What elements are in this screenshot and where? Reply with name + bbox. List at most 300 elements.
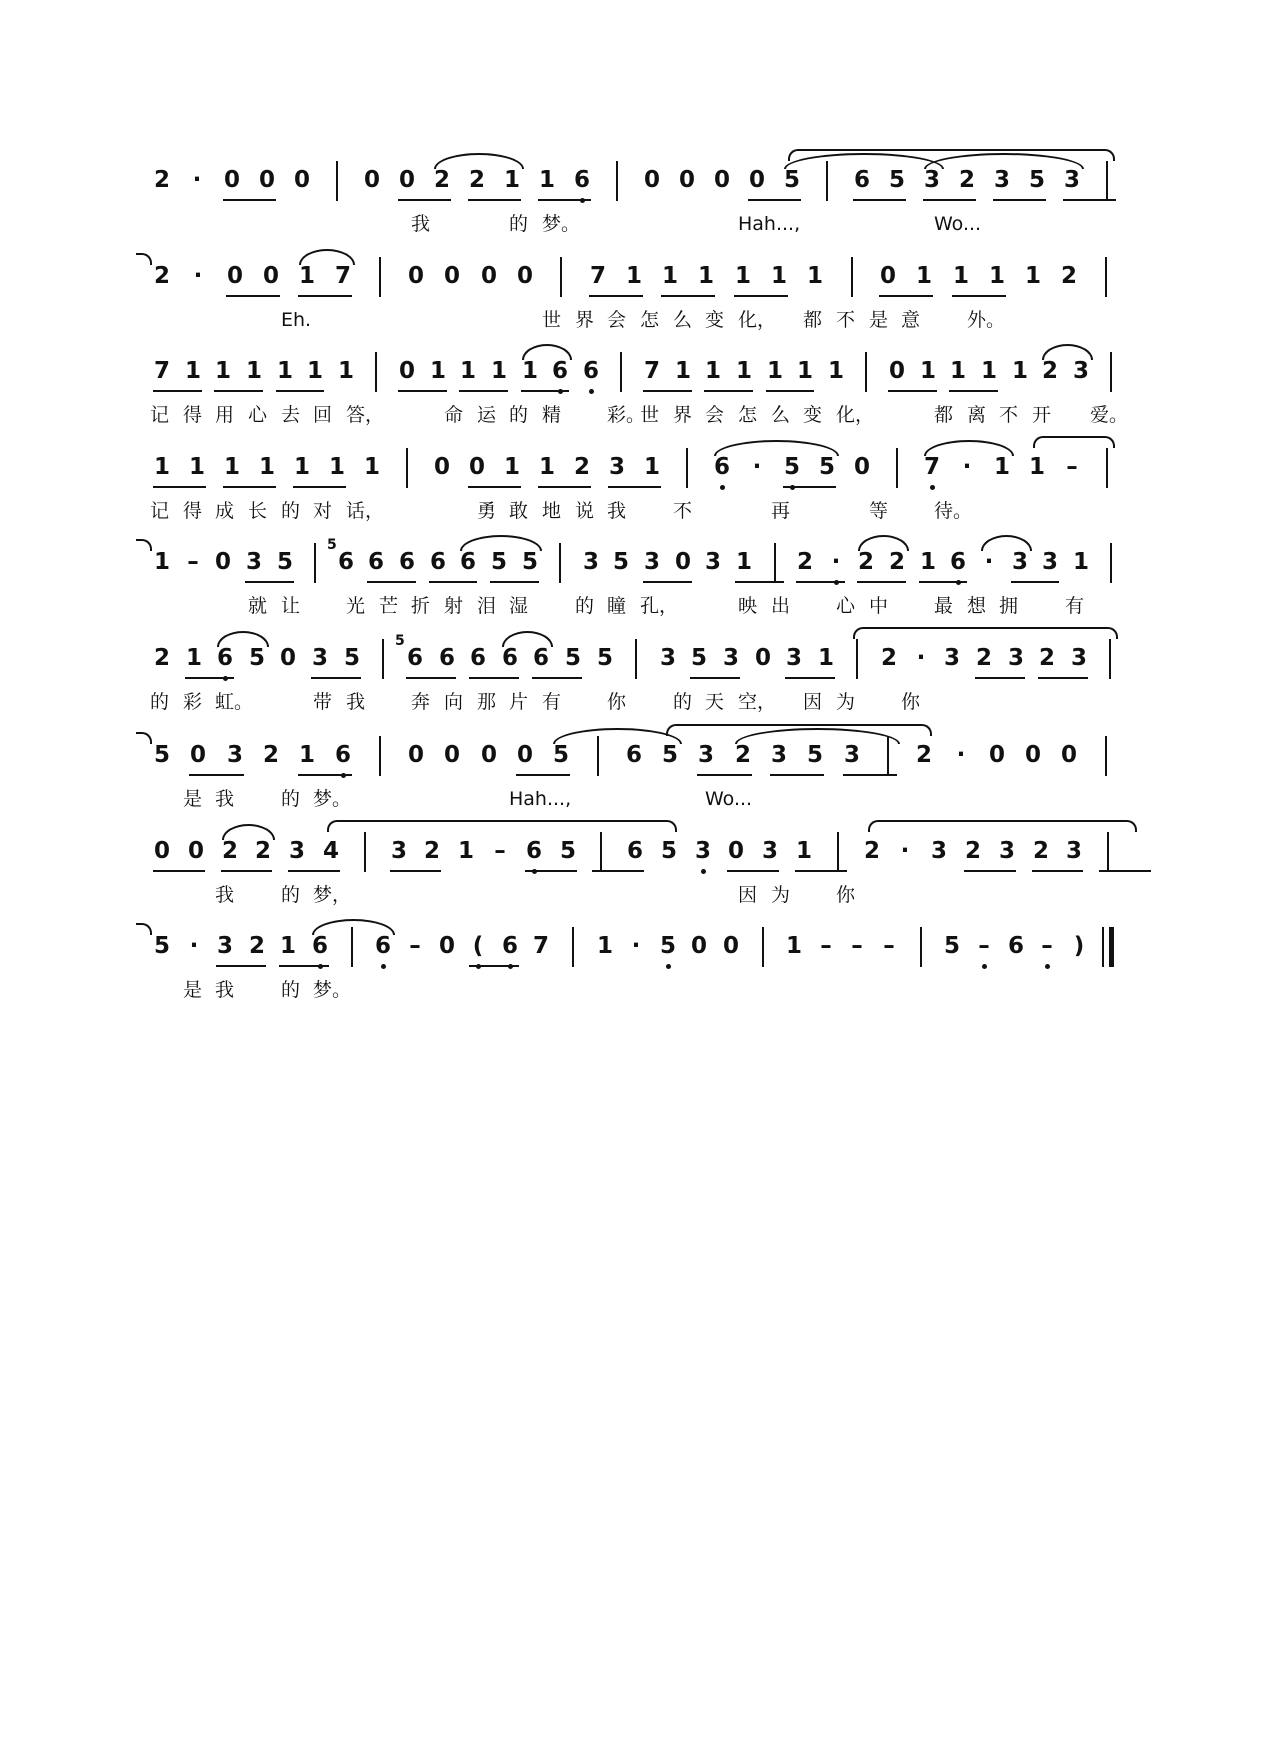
lyric-syllable: 天 — [705, 691, 725, 713]
score-system — [150, 633, 1130, 733]
lyric-syllable: 射 — [444, 595, 464, 617]
beam-underline — [516, 774, 570, 776]
note: 6 — [946, 547, 970, 577]
note: 2 — [975, 645, 992, 671]
beam-underline — [766, 390, 814, 392]
note: 0 — [443, 742, 460, 768]
note: 1 — [306, 358, 323, 384]
barline — [635, 639, 637, 679]
lyric-syllable: 爱。 — [1090, 404, 1129, 426]
lyrics-row — [150, 307, 1130, 337]
note: 1 — [490, 358, 507, 384]
note: 3 — [843, 742, 860, 768]
barline — [762, 927, 764, 967]
note: 1 — [538, 167, 555, 193]
note: 0 — [407, 263, 424, 289]
note: 5 — [888, 167, 905, 193]
lyric-syllable: 对 — [313, 500, 333, 522]
beam-underline — [1063, 199, 1116, 201]
note: 3 — [993, 167, 1010, 193]
note: 2 — [888, 549, 905, 575]
note: 1 — [245, 358, 262, 384]
beam-underline — [783, 486, 836, 488]
note: 1 — [770, 263, 787, 289]
note: 3 — [1011, 549, 1028, 575]
note: 5 — [564, 645, 581, 671]
lyric-syllable: 的 — [575, 595, 595, 617]
beam-underline — [276, 390, 324, 392]
barline — [1105, 257, 1107, 297]
note: 1 — [952, 263, 969, 289]
note: 0 — [438, 933, 455, 959]
note: 3 — [761, 838, 778, 864]
notes-row — [150, 633, 1130, 685]
note: 1 — [293, 454, 310, 480]
lyric-syllable: 光 — [346, 595, 366, 617]
note: 3 — [608, 454, 625, 480]
barline — [406, 448, 408, 488]
note: 1 — [993, 454, 1010, 480]
beam-underline — [748, 199, 801, 201]
beam-underline — [429, 581, 477, 583]
barline — [379, 257, 381, 297]
beam-underline — [538, 486, 591, 488]
note: 1 — [817, 645, 834, 671]
note: 1 — [459, 358, 476, 384]
lyric-syllable: 运 — [477, 404, 497, 426]
lyric-syllable: Eh. — [281, 309, 312, 331]
barline — [314, 543, 316, 583]
lyric-syllable: 离 — [967, 404, 987, 426]
lyric-syllable: 界 — [575, 309, 595, 331]
dash-extension: – — [883, 933, 895, 959]
notes-row — [150, 931, 1130, 973]
lyric-syllable: 再 — [771, 500, 791, 522]
note: 1 — [735, 549, 752, 575]
augmentation-dot: · — [962, 454, 972, 480]
note: 5 — [552, 742, 569, 768]
beam-underline — [1011, 581, 1059, 583]
note: 0 — [853, 454, 870, 480]
barline — [560, 257, 562, 297]
note: 3 — [659, 645, 676, 671]
dash-extension: – — [1066, 454, 1078, 480]
lyric-syllable: 怎 — [640, 309, 660, 331]
augmentation-dot: · — [916, 645, 926, 671]
beam-underline — [221, 870, 272, 872]
augmentation-dot: · — [631, 933, 641, 959]
beam-underline — [398, 390, 447, 392]
augmentation-dot: · — [192, 167, 202, 193]
note: 0 — [258, 167, 275, 193]
augmentation-dot: · — [193, 263, 203, 289]
note: 1 — [827, 358, 844, 384]
notes-row — [150, 165, 1130, 207]
beam-underline — [704, 390, 753, 392]
note: 1 — [674, 358, 691, 384]
beam-underline — [964, 870, 1016, 872]
note: 0 — [643, 167, 660, 193]
lyric-syllable: 我 — [215, 979, 235, 1001]
beam-underline — [298, 295, 352, 297]
barline — [1110, 352, 1112, 392]
barline — [1105, 736, 1107, 776]
lyric-syllable: 梦。 — [542, 213, 581, 235]
note: 1 — [661, 263, 678, 289]
note: 1 — [643, 454, 660, 480]
augmentation-dot: · — [824, 547, 848, 577]
note: 0 — [727, 838, 744, 864]
note: 6 — [367, 549, 384, 575]
lyric-syllable: 么 — [673, 309, 693, 331]
note: 6 — [308, 931, 332, 961]
note: 0 — [407, 742, 424, 768]
note: 5 — [780, 452, 804, 482]
beam-underline — [952, 295, 1006, 297]
lyric-syllable: 外。 — [967, 309, 1006, 331]
note: 6 — [429, 549, 446, 575]
lyric-syllable: 我 — [607, 500, 627, 522]
beam-underline — [525, 870, 577, 872]
beam-underline — [214, 390, 263, 392]
lyric-syllable: 你 — [607, 691, 627, 713]
beam-underline — [1099, 870, 1151, 872]
note: 7 — [153, 358, 170, 384]
note: 5 — [661, 742, 678, 768]
note: 1 — [153, 549, 170, 575]
notes-row — [150, 356, 1130, 398]
barline — [896, 448, 898, 488]
note: 0 — [480, 742, 497, 768]
note: 1 — [785, 933, 802, 959]
lyric-syllable: 虹。 — [215, 691, 254, 713]
note: 1 — [337, 358, 354, 384]
note: 0 — [262, 263, 279, 289]
note: 1 — [276, 358, 293, 384]
beam-underline — [153, 870, 205, 872]
beam-underline — [153, 390, 202, 392]
lyric-syllable: 长 — [248, 500, 268, 522]
lyric-syllable: 彩。 — [607, 404, 646, 426]
score-system — [150, 452, 1130, 542]
beam-underline — [390, 870, 441, 872]
beam-underline — [468, 486, 521, 488]
lyric-syllable: 敢 — [509, 500, 529, 522]
lyric-syllable: Hah..., — [738, 213, 801, 235]
note: 5 — [490, 549, 507, 575]
beam-underline — [770, 774, 824, 776]
beam-underline — [975, 677, 1025, 679]
note: 2 — [964, 838, 981, 864]
note: 0 — [674, 549, 691, 575]
barline — [336, 161, 338, 201]
note: 1 — [735, 358, 752, 384]
barline — [1106, 161, 1108, 201]
note: 0 — [690, 933, 707, 959]
beam-underline — [216, 965, 266, 967]
note: 5 — [612, 549, 629, 575]
lyric-syllable: 界 — [673, 404, 693, 426]
lyric-syllable: 的 — [281, 979, 301, 1001]
note: 4 — [322, 838, 339, 864]
lyric-syllable: Wo... — [705, 788, 753, 810]
lyric-syllable: 去 — [281, 404, 301, 426]
note: 0 — [189, 742, 206, 768]
lyric-syllable: 泪 — [477, 595, 497, 617]
beam-underline — [398, 199, 451, 201]
lyric-syllable: 湿 — [509, 595, 529, 617]
beam-underline — [727, 870, 779, 872]
lyric-syllable: 命 — [444, 404, 464, 426]
note: 5 — [818, 454, 835, 480]
paren: ) — [1073, 933, 1085, 959]
barline — [620, 352, 622, 392]
lyric-syllable: 回 — [313, 404, 333, 426]
augmentation-dot: · — [752, 454, 762, 480]
lyric-syllable: 让 — [281, 595, 301, 617]
lyric-syllable: 的 — [281, 788, 301, 810]
beam-underline — [532, 677, 582, 679]
lyric-syllable: 会 — [607, 309, 627, 331]
beam-underline — [298, 774, 352, 776]
beam-underline — [279, 965, 329, 967]
note: 1 — [153, 454, 170, 480]
note: 0 — [226, 263, 243, 289]
lyric-syllable: 中 — [869, 595, 889, 617]
lyric-syllable: 不 — [999, 404, 1019, 426]
note: 1 — [704, 358, 721, 384]
lyric-syllable: 因 — [803, 691, 823, 713]
note: 0 — [516, 742, 533, 768]
barline — [364, 832, 366, 872]
beam-underline — [189, 774, 244, 776]
note: 2 — [262, 742, 279, 768]
score-system — [150, 836, 1130, 926]
lyric-syllable: 记 — [150, 404, 170, 426]
note: 3 — [923, 167, 940, 193]
lyric-syllable: 的 — [150, 691, 170, 713]
dash-extension: – — [1035, 931, 1059, 961]
lyric-syllable: 梦， — [313, 884, 352, 906]
beam-underline — [697, 774, 752, 776]
note: 5 — [596, 645, 613, 671]
beam-underline — [223, 486, 276, 488]
note: 5 — [153, 742, 170, 768]
note: 0 — [153, 838, 170, 864]
beam-underline — [690, 677, 740, 679]
note: 6 — [459, 549, 476, 575]
lyric-syllable: 答， — [346, 404, 385, 426]
notes-row — [150, 740, 1130, 782]
note: 6 — [625, 742, 642, 768]
note: 6 — [501, 645, 518, 671]
paren: ( — [466, 931, 490, 961]
note: 3 — [1065, 838, 1082, 864]
note: 3 — [1007, 645, 1024, 671]
lyric-syllable: 片 — [509, 691, 529, 713]
barline — [616, 161, 618, 201]
lyric-syllable: 有 — [1065, 595, 1085, 617]
lyric-syllable: 不 — [836, 309, 856, 331]
note: 6 — [522, 836, 546, 866]
note: 0 — [722, 933, 739, 959]
note: 1 — [806, 263, 823, 289]
lyric-syllable: 会 — [705, 404, 725, 426]
note: 1 — [503, 167, 520, 193]
note: 0 — [988, 742, 1005, 768]
note: 0 — [443, 263, 460, 289]
score-system — [150, 931, 1130, 1021]
note: 3 — [216, 933, 233, 959]
barline — [774, 543, 776, 583]
note: 6 — [710, 452, 734, 482]
lyric-syllable: 不 — [673, 500, 693, 522]
phrase-slur — [666, 724, 932, 736]
lyric-syllable: 话， — [346, 500, 385, 522]
note: 3 — [785, 645, 802, 671]
note: 0 — [398, 167, 415, 193]
beam-underline — [879, 295, 933, 297]
beam-underline — [367, 581, 416, 583]
note: 6 — [371, 931, 395, 961]
beam-underline — [589, 295, 643, 297]
lyric-syllable: 我 — [411, 213, 431, 235]
note: 0 — [480, 263, 497, 289]
note: 3 — [582, 549, 599, 575]
note: 7 — [532, 933, 549, 959]
note: 0 — [363, 167, 380, 193]
note: 3 — [691, 836, 715, 866]
note: 6 — [570, 165, 594, 195]
note: 2 — [796, 549, 813, 575]
lyric-syllable: 世 — [640, 404, 660, 426]
lyric-syllable: 拥 — [999, 595, 1019, 617]
note: 1 — [298, 263, 315, 289]
note: 6 — [398, 549, 415, 575]
lyric-syllable: 有 — [542, 691, 562, 713]
barline — [375, 352, 377, 392]
slur — [434, 153, 524, 169]
lyric-syllable: Hah..., — [509, 788, 572, 810]
lyrics-row — [150, 689, 1130, 719]
lyric-syllable: 心 — [836, 595, 856, 617]
beam-underline — [311, 677, 361, 679]
lyric-syllable: 怎 — [738, 404, 758, 426]
lyric-syllable: 得 — [183, 404, 203, 426]
note: 1 — [279, 933, 296, 959]
lyrics-row — [150, 882, 1130, 912]
lyric-syllable: 那 — [477, 691, 497, 713]
dash-extension: – — [820, 933, 832, 959]
note: 5 — [153, 933, 170, 959]
dash-extension: – — [851, 933, 863, 959]
barline — [865, 352, 867, 392]
note: 5 — [656, 931, 680, 961]
notes-row — [150, 537, 1130, 589]
note: 0 — [879, 263, 896, 289]
note: 2 — [1060, 263, 1077, 289]
note: 3 — [697, 742, 714, 768]
note: 0 — [713, 167, 730, 193]
beam-underline — [843, 774, 897, 776]
phrase-slur — [853, 627, 1118, 639]
note: 2 — [863, 838, 880, 864]
note: 1 — [328, 454, 345, 480]
lyrics-row — [150, 977, 1130, 1007]
augmentation-dot: · — [956, 742, 966, 768]
note: 1 — [457, 838, 474, 864]
note: 1 — [185, 645, 202, 671]
lyric-syllable: 的 — [281, 500, 301, 522]
lyric-syllable: 么 — [771, 404, 791, 426]
note: 6 — [213, 643, 237, 673]
phrase-slur — [788, 149, 1115, 161]
lyric-syllable: 的 — [673, 691, 693, 713]
note: 1 — [988, 263, 1005, 289]
note: 3 — [722, 645, 739, 671]
note: 2 — [423, 838, 440, 864]
barline — [1107, 832, 1109, 872]
lyric-syllable: 空， — [738, 691, 777, 713]
lyric-syllable: 是 — [183, 788, 203, 810]
note: 5 — [660, 838, 677, 864]
phrase-slur — [868, 820, 1137, 832]
note: 5 — [248, 645, 265, 671]
note: 2 — [153, 167, 170, 193]
note: 7 — [643, 358, 660, 384]
phrase-slur — [1033, 436, 1115, 448]
note: 1 — [503, 454, 520, 480]
note: 2 — [958, 167, 975, 193]
lyric-syllable: 精 — [542, 404, 562, 426]
note: 6 — [532, 645, 549, 671]
barline — [572, 927, 574, 967]
note: 0 — [1060, 742, 1077, 768]
score-system — [150, 537, 1130, 637]
augmentation-dot: · — [900, 838, 910, 864]
lyric-syllable: 待。 — [934, 500, 973, 522]
beam-underline — [795, 870, 847, 872]
note: 3 — [943, 645, 960, 671]
lyric-syllable: 我 — [215, 884, 235, 906]
note: 0 — [748, 167, 765, 193]
barline — [1110, 543, 1112, 583]
note: 1 — [1024, 263, 1041, 289]
barline — [600, 832, 602, 872]
note: 1 — [258, 454, 275, 480]
note: 2 — [915, 742, 932, 768]
note: 1 — [796, 358, 813, 384]
tie-continuation — [136, 732, 152, 744]
lyric-syllable: 你 — [836, 884, 856, 906]
barline — [920, 927, 922, 967]
barline — [379, 736, 381, 776]
notes-row — [150, 836, 1130, 878]
lyric-syllable: 奔 — [411, 691, 431, 713]
lyric-syllable: 向 — [444, 691, 464, 713]
beam-underline — [608, 486, 661, 488]
note: 6 — [438, 645, 455, 671]
lyric-syllable: 就 — [248, 595, 268, 617]
note: 6 — [406, 645, 423, 671]
barline — [382, 639, 384, 679]
note: 0 — [888, 358, 905, 384]
lyric-syllable: 瞳 — [607, 595, 627, 617]
score-system — [150, 740, 1130, 830]
beam-underline — [226, 295, 280, 297]
note: 2 — [1041, 358, 1058, 384]
note: 1 — [795, 838, 812, 864]
